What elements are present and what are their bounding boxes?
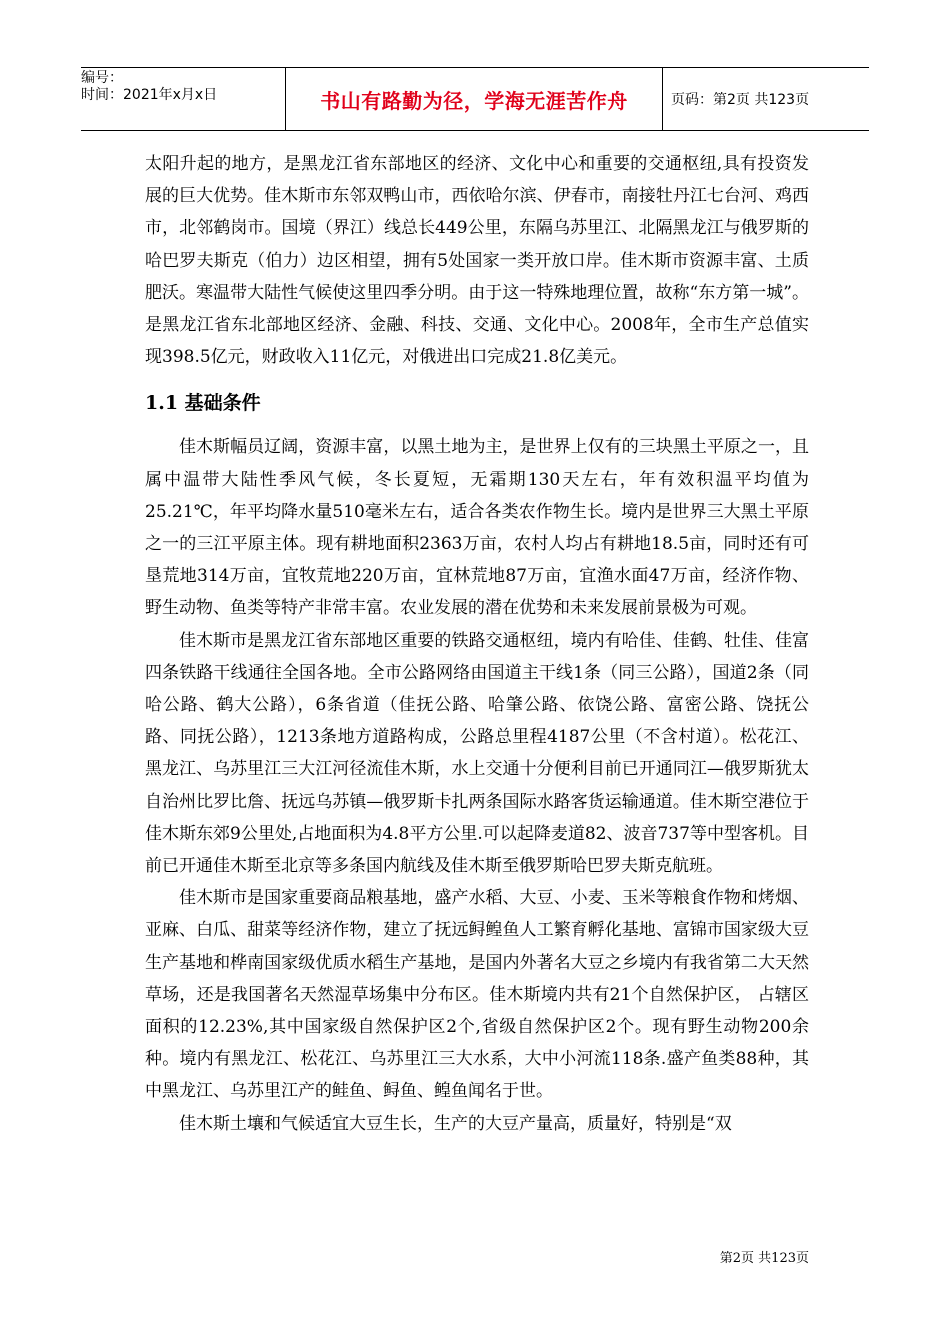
header-motto: 书山有路勤为径，学海无涯苦作舟 (320, 88, 628, 113)
paragraph-agriculture: 佳木斯市是国家重要商品粮基地，盛产水稻、大豆、小麦、玉米等粮食作物和烤烟、亚麻、白瓜、甜菜等经济作物，建立了抚远鲟鳇鱼人工繁育孵化基地、富锦市国家级大豆生产基地和桦南国家级优质水稻生产基地，是国内外著名大豆之乡境内有我省第二大天然草场，还是我国著名天然湿草场集中分布区。佳木斯境内共有21个自然保护区， 占辖区面积的12.23%,其中国家级自然保护区2个,省级自然保护区2个。现有野生动物200余种。境内有黑龙江、松花江、乌苏里江三大水系，大中小河流118条.盛产鱼类88种，其中黑龙江、乌苏里江产的鲑鱼、鲟鱼、鳇鱼闻名于世。 (145, 888, 809, 1102)
paragraph-transport: 佳木斯市是黑龙江省东部地区重要的铁路交通枢纽，境内有哈佳、佳鹤、牡佳、佳富四条铁路干线通往全国各地。全市公路网络由国道主干线1条（同三公路），国道2条（同哈公路、鹤大公路），6条省道（佳抚公路、哈肇公路、依饶公路、富密公路、饶抚公路、同抚公路），1213条地方道路构成，公路总里程4187公里（不含村道）。松花江、黑龙江、乌苏里江三大江河径流佳木斯，水上交通十分便利目前已开通同江—俄罗斯犹太自治州比罗比詹、抚远乌苏镇—俄罗斯卡扎两条国际水路客货运输通道。佳木斯空港位于佳木斯东郊9公里处,占地面积为4.8平方公里.可以起降麦道82、波音737等中型客机。目前已开通佳木斯至北京等多条国内航线及佳木斯至俄罗斯哈巴罗夫斯克航班。 (145, 630, 809, 877)
document-body (145, 148, 809, 1140)
header-motto-cell (285, 68, 663, 130)
header-page-cell (663, 68, 869, 130)
paragraph-soybean: 佳木斯土壤和气候适宜大豆生长，生产的大豆产量高，质量好，特别是“双 (179, 1113, 732, 1134)
page-header (81, 67, 869, 131)
header-page-number: 页码：第2页 共123页 (671, 92, 810, 108)
page-footer: 第2页 共123页 (719, 1251, 809, 1266)
document-date-label: 时间：2021年x月x日 (81, 87, 218, 103)
document-number-label: 编号： (81, 70, 123, 86)
header-meta (81, 68, 285, 130)
section-title: 1.1 基础条件 (145, 392, 261, 415)
paragraph-resources: 佳木斯幅员辽阔，资源丰富，以黑土地为主，是世界上仅有的三块黑土平原之一，且属中温带大陆性季风气候，冬长夏短，无霜期130天左右，年有效积温平均值为25.21℃，年平均降水量510毫米左右，适合各类农作物生长。境内是世界三大黑土平原之一的三江平原主体。现有耕地面积2363万亩，农村人均占有耕地18.5亩，同时还有可垦荒地314万亩，宜牧荒地220万亩，宜林荒地87万亩，宜渔水面47万亩，经济作物、野生动物、鱼类等特产非常丰富。农业发展的潜在优势和未来发展前景极为可观。 (145, 437, 809, 619)
intro-paragraph: 太阳升起的地方，是黑龙江省东部地区的经济、文化中心和重要的交通枢纽,具有投资发展的巨大优势。佳木斯市东邻双鸭山市，西依哈尔滨、伊春市，南接牡丹江七台河、鸡西市，北邻鹤岗市。国境（界江）线总长449公里，东隔乌苏里江、北隔黑龙江与俄罗斯的哈巴罗夫斯克（伯力）边区相望，拥有5处国家一类开放口岸。佳木斯市资源丰富、土质肥沃。寒温带大陆性气候使这里四季分明。由于这一特殊地理位置，故称“东方第一城”。是黑龙江省东北部地区经济、金融、科技、交通、文化中心。2008年，全市生产总值实现398.5亿元，财政收入11亿元，对俄进出口完成21.8亿美元。 (145, 154, 809, 368)
